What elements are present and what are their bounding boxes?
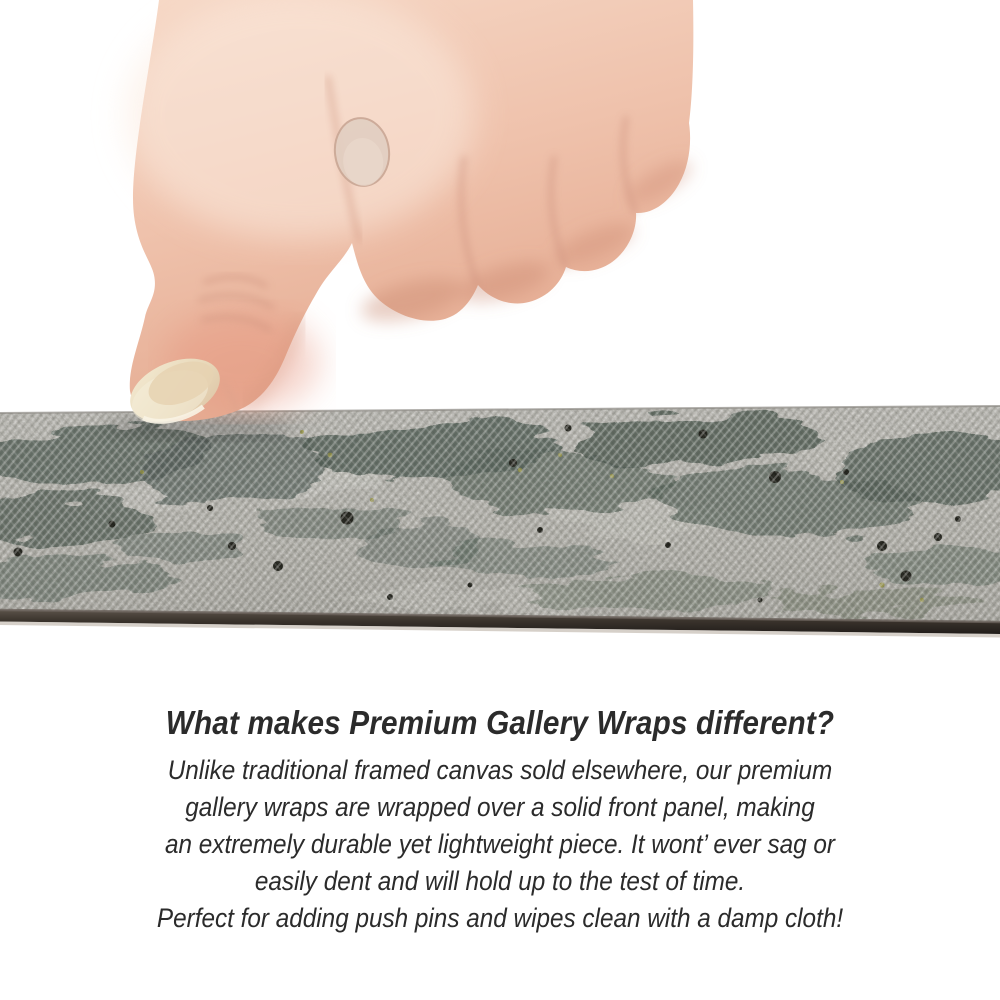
caption-line: Unlike traditional framed canvas sold elsewhere, our premium	[167, 755, 833, 785]
caption-body	[0, 752, 1000, 937]
caption-line: an extremely durable yet lightweight piece. It wont’ ever sag or	[165, 829, 835, 859]
hand-photo	[121, 0, 698, 434]
caption-line: easily dent and will hold up to the test of time.	[254, 866, 746, 896]
caption-line: Perfect for adding push pins and wipes clean with a damp cloth!	[156, 903, 844, 933]
caption-heading: What makes Premium Gallery Wraps different?	[165, 704, 835, 741]
canvas-strip	[0, 400, 1000, 638]
caption-block	[0, 702, 1000, 937]
caption-line: gallery wraps are wrapped over a solid front panel, making	[185, 792, 815, 822]
hand-highlight	[125, 0, 475, 240]
